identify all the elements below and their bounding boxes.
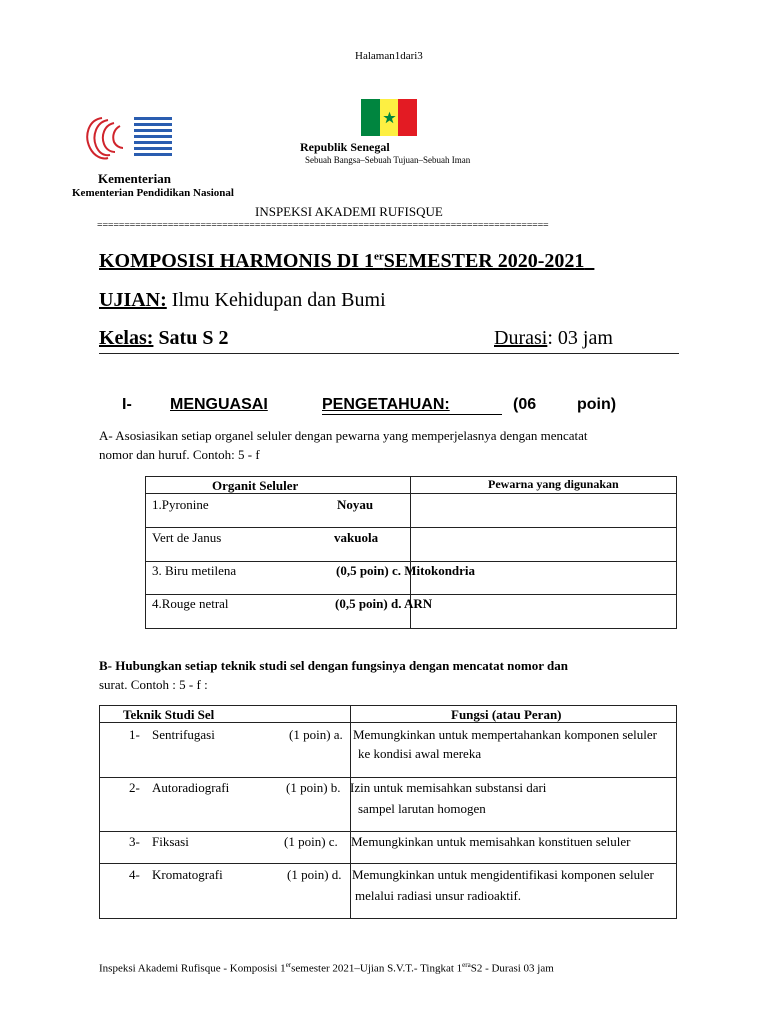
- republic-label: Republik Senegal: [300, 140, 390, 154]
- part-a-instruction-2: nomor dan huruf. Contoh: 5 - f: [99, 447, 260, 462]
- table-row: Memungkinkan untuk mengidentifikasi komponen seluler: [352, 867, 654, 882]
- page-indicator: Halaman1dari3: [355, 50, 423, 62]
- table-row: (0,5 poin) d. ARN: [335, 596, 433, 611]
- table-row: sampel larutan homogen: [358, 801, 486, 816]
- exam-duration: Durasi: 03 jam: [494, 327, 613, 349]
- ministry-label: Kementerian: [98, 171, 171, 186]
- republic-motto: Sebuah Bangsa–Sebuah Tujuan–Sebuah Iman: [305, 155, 471, 165]
- table-row: (1 poin) d.: [287, 867, 342, 882]
- table-row: (0,5 poin) c. Mitokondria: [336, 563, 476, 578]
- table-row: 4.Rouge netral: [152, 596, 229, 611]
- table-row: 2-: [129, 780, 140, 795]
- exam-subject: UJIAN: Ilmu Kehidupan dan Bumi: [99, 289, 386, 311]
- table-row: Noyau: [337, 497, 374, 512]
- exam-class: Kelas: Satu S 2: [99, 327, 229, 349]
- table-b-header-technique: Teknik Studi Sel: [123, 707, 215, 722]
- table-b-header-function: Fungsi (atau Peran): [451, 707, 562, 722]
- section-title-1: MENGUASAI: [170, 396, 268, 413]
- table-row: (1 poin) a.: [289, 727, 343, 742]
- table-row: Fiksasi: [152, 834, 189, 849]
- table-row: ke kondisi awal mereka: [358, 746, 482, 761]
- table-row: melalui radiasi unsur radioaktif.: [355, 888, 522, 903]
- table-row: 1-: [129, 727, 140, 742]
- table-row: Kromatografi: [152, 867, 223, 882]
- table-row: Memungkinkan untuk mempertahankan komponen seluler: [353, 727, 657, 742]
- section-points-open: (06: [513, 396, 537, 413]
- ministry-name: Kementerian Pendidikan Nasional: [72, 187, 234, 199]
- table-row: 4-: [129, 867, 140, 882]
- table-row: Vert de Janus: [152, 530, 222, 545]
- part-a-instruction-1: A- Asosiasikan setiap organel seluler dengan pewarna yang memperjelasnya dengan mencatat: [99, 428, 588, 443]
- header-separator: ===================================================================================: [97, 220, 549, 231]
- table-a-header-stain: Pewarna yang digunakan: [488, 477, 619, 491]
- part-b-instruction-1: B- Hubungkan setiap teknik studi sel dengan fungsinya dengan mencatat nomor dan: [99, 658, 568, 673]
- table-row: 3-: [129, 834, 140, 849]
- section-underline: [322, 414, 502, 415]
- part-b-instruction-2: surat. Contoh : 5 - f :: [99, 677, 208, 692]
- title-underline: [99, 353, 679, 354]
- table-row: Sentrifugasi: [152, 727, 215, 742]
- table-row: (1 poin) b.: [286, 780, 341, 795]
- table-a-header-organelle: Organit Seluler: [212, 478, 299, 493]
- exam-title: KOMPOSISI HARMONIS DI 1erSEMESTER 2020-2021: [99, 250, 585, 272]
- table-row: 1.Pyronine: [152, 497, 209, 512]
- table-row: Izin untuk memisahkan substansi dari: [350, 780, 547, 795]
- ministry-logo: [80, 114, 172, 164]
- senegal-flag-icon: [361, 99, 417, 136]
- section-points-close: poin): [577, 396, 617, 413]
- inspection-label: INSPEKSI AKADEMI RUFISQUE: [255, 204, 443, 219]
- page-footer: Inspeksi Akademi Rufisque - Komposisi 1ersemester 2021–Ujian S.V.T.- Tingkat $1^{era}S2$ - Durasi 03 jam: [99, 961, 554, 975]
- section-numeral: I-: [122, 396, 132, 413]
- table-row: Autoradiografi: [152, 780, 230, 795]
- table-row: (1 poin) c.: [284, 834, 338, 849]
- table-row: Memungkinkan untuk memisahkan konstituen seluler: [351, 834, 631, 849]
- section-title-2: PENGETAHUAN:: [322, 396, 450, 413]
- table-row: 3. Biru metilena: [152, 563, 237, 578]
- table-row: vakuola: [334, 530, 379, 545]
